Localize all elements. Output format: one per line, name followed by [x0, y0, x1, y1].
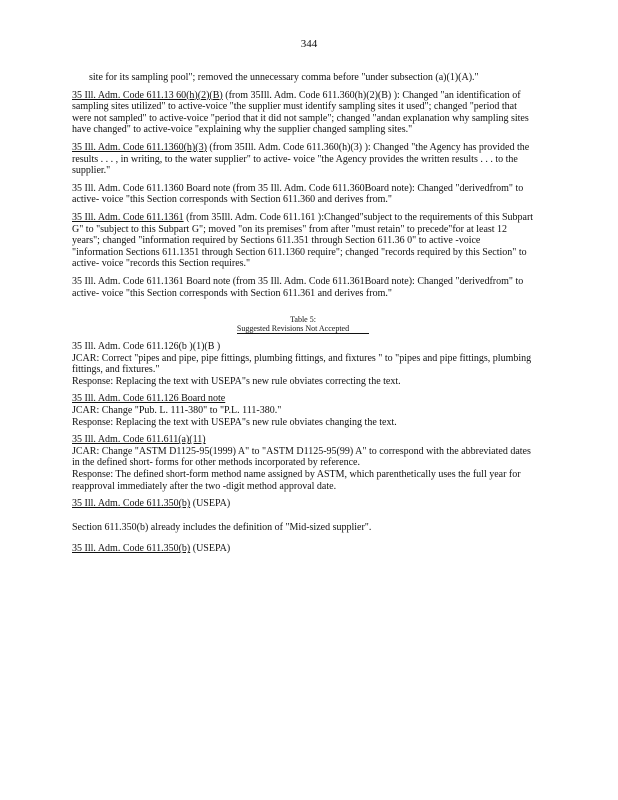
page-number: 344 [300, 38, 318, 50]
revision-entry [72, 72, 534, 84]
suggestion-item [72, 393, 534, 428]
entry-text: site for its sampling pool"; removed the unnecessary comma before "under subsection (a)(1)(A)." [89, 72, 479, 83]
revision-entry [72, 212, 534, 270]
entry-text: 35 Ill. Adm. Code 611.1361 Board note (from 35 Ill. Adm. Code 611.361Board note): Changed "derivedfrom" to active- voice "this Section corresponds with Section 611.361 and derives from." [72, 275, 524, 299]
suggestion-heading [72, 498, 534, 510]
entry-text: (from 35Ill. Adm. Code 611.161 ):Changed"subject to the requirements of this Subpart G" to "subject to this Subpart G"; moved "on its premises" from after "must retain" to precede"for at least 12 years"; changed "information required by Sections 611.351 through Section 611.36 0" to active -voice "information Sections 611.1351 through Section 611.1360 require"; changed "records required by this Section" to active- voice "records this Section requires." [72, 211, 534, 270]
suggestion-heading [72, 543, 534, 555]
entry-text: (from 35Ill. Adm. Code 611.360(h)(3) ): Changed "the Agency has provided the results . . . , in writing, to the water supplier" to active- voice "the Agency provides the written results . . . to the supplier." [72, 141, 530, 177]
table-title: Table 5: [290, 315, 316, 325]
suggestion-source: (USEPA) [192, 498, 231, 510]
jcar-comment: JCAR: Correct "pipes and pipe, pipe fittings, plumbing fittings, and fixtures " to "pipes and pipe fittings, plumbing fittings, and fixtures." [72, 352, 532, 376]
response-text: Response: Replacing the text with USEPA"s new rule obviates correcting the text. [72, 375, 401, 387]
entry-text: 35 Ill. Adm. Code 611.1360 Board note (from 35 Ill. Adm. Code 611.360Board note): Changed "derivedfrom" to active- voice "this Section corresponds with Section 611.360 and derives from." [72, 182, 524, 206]
table-subtitle-text: Suggested Revisions Not Accepted [237, 324, 369, 334]
entry-citation: 35 Ill. Adm. Code 611.1361 [72, 211, 184, 223]
suggestion-paragraph: Section 611.350(b) already includes the definition of "Mid-sized supplier". [72, 521, 372, 533]
revision-entry [72, 142, 534, 177]
suggestion-item [72, 543, 534, 555]
revision-entry [72, 276, 534, 299]
page-content [72, 72, 534, 561]
suggestion-item [72, 341, 534, 387]
entry-text: (from 35Ill. Adm. Code 611.360(h)(2)(B) ): Changed "an identification of sampling sites utilized" to active-voice "the supplier must identify sampling sites it used"; changed "period that were not sampled" to active-voice "period that it did not sample"; changed "andan explanation why sampling sites have changed" to active-voice "explaining why the supplier changed sampling sites." [72, 89, 529, 136]
suggestion-source: (USEPA) [192, 543, 231, 555]
response-text: Response: The defined short-form method name assigned by ASTM, which parenthetically uses the full year for reapproval immediately after the two -digit method approval date. [72, 469, 521, 492]
table-subtitle [72, 324, 534, 333]
jcar-comment: JCAR: Change "Pub. L. 111-380" to "P.L. 111-380." [72, 405, 282, 417]
suggestion-citation: 35 Ill. Adm. Code 611.126(b )(1)(B ) [72, 341, 221, 353]
revision-entry [72, 90, 534, 136]
entry-citation: 35 Ill. Adm. Code 611.13 60(h)(2)(B) [72, 89, 223, 101]
suggestion-citation: 35 Ill. Adm. Code 611.350(b) [72, 498, 191, 510]
entry-citation: 35 Ill. Adm. Code 611.1360(h)(3) [72, 141, 207, 153]
revision-entry [72, 183, 534, 206]
suggestion-citation: 35 Ill. Adm. Code 611.350(b) [72, 543, 191, 555]
suggestion-citation: 35 Ill. Adm. Code 611.126 Board note [72, 393, 226, 405]
suggestion-citation: 35 Ill. Adm. Code 611.611(a)(11) [72, 434, 206, 446]
suggestion-item [72, 434, 534, 492]
suggestion-item [72, 498, 534, 533]
response-text: Response: Replacing the text with USEPA"s new rule obviates changing the text. [72, 416, 397, 428]
jcar-comment: JCAR: Change "ASTM D1125-95(1999) A" to "ASTM D1125-95(99) A" to correspond with the abbreviated dates in the defined short- forms for other methods incorporated by reference. [72, 445, 531, 469]
